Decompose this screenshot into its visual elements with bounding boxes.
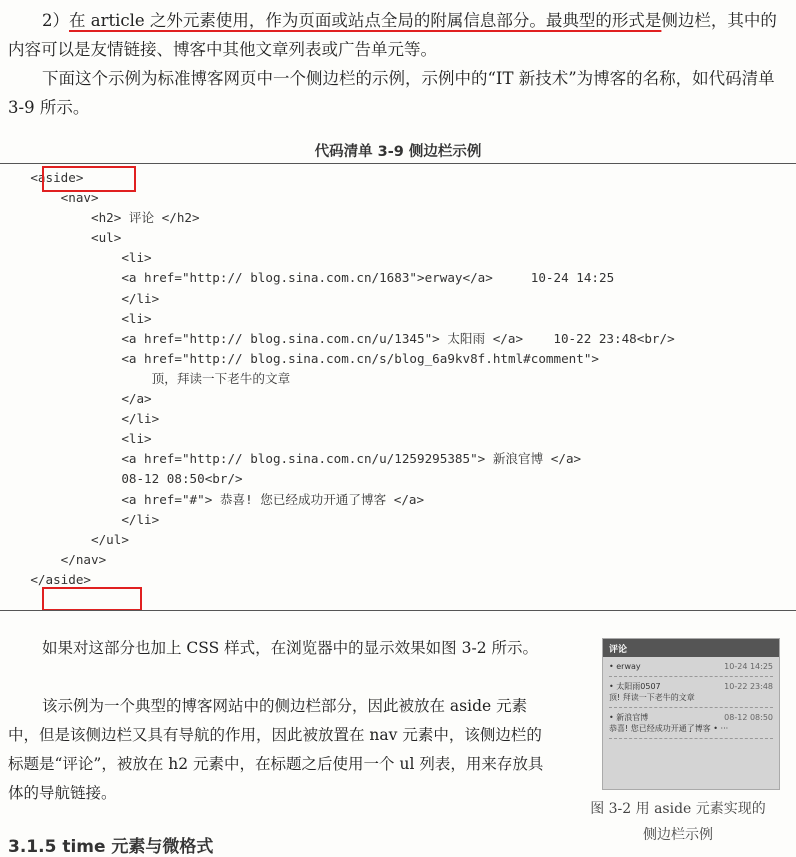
item-time: 10-22 23:48 [724,682,773,691]
caption-line-2: 侧边栏示例 [643,827,713,843]
item-text: 恭喜! 您已经成功开通了博客 • ··· [609,724,729,733]
item-text: 顶! 拜读一下老牛的文章 [609,693,695,702]
listing-top-rule [0,163,796,164]
code-listing: <aside> <nav> <h2> 评论 </h2> <ul> <li> <a href="http:// blog.sina.com.cn/1683">erway</a> 10-24 14:25 </li> <li> <a href="http:// blog.sina.com.cn/u/1345"> 太阳雨 </a> 10-22 23:48<br/> <a href="http:// blog.sina.com.cn/s/blog_6a9kv8f.html#comment"> 顶，拜读一下老牛的文章 </a> </li> <li> <a href="http:// blog.sina.com.cn/u/1259295385"> 新浪官博 </a> 08-12 08:50<br/> <a href="#"> 恭喜! 您已经成功开通了博客 </a> </li> </ul> </nav> </aside> [30,170,675,587]
item-name: • erway [609,662,641,671]
sidebar-header: 评论 [603,639,779,657]
example-intro-paragraph: 下面这个示例为标准博客网页中一个侧边栏的示例，示例中的“IT 新技术”为博客的名称，如代码清单 3-9 所示。 [8,69,775,117]
item-name: • 太阳雨0507 [609,682,661,691]
list-number: 2） [42,11,69,30]
list-item [609,708,773,739]
list-item [609,677,773,708]
css-paragraph: 如果对这部分也加上 CSS 样式，在浏览器中的显示效果如图 3-2 所示。 [42,639,538,657]
caption-line-1: 图 3-2 用 aside 元素实现的 [590,801,766,817]
item-name: • 新浪官博 [609,713,649,722]
explanation-paragraph: 该示例为一个典型的博客网站中的侧边栏部分，因此被放在 aside 元素中，但是该侧边栏又具有导航的作用，因此被放置在 nav 元素中，该侧边栏的标题是“评论”，被放在 h2 元素中，在标题之后使用一个 ul 列表，用来存放具体的导航链接。 [8,697,544,802]
aside-close-highlight [42,587,142,611]
intro-paragraph [8,6,788,64]
intro-text-rest: 侧边栏，其中的内容可以是友情链接、博客中其他文章列表或广告单元等。 [8,11,777,59]
item-time: 10-24 14:25 [724,662,773,671]
figure-caption [566,796,790,848]
item-time: 08-12 08:50 [724,713,773,722]
listing-bottom-rule [0,610,796,611]
list-item [609,657,773,677]
listing-title: 代码清单 3-9 侧边栏示例 [314,144,482,160]
aside-open-highlight [42,166,136,192]
sidebar-screenshot [602,638,780,790]
section-heading: 3.1.5 time 元素与微格式 [8,837,214,857]
underlined-text: 在 article 之外元素使用，作为页面或站点全局的附属信息部分。最典型的形式是 [69,11,662,30]
